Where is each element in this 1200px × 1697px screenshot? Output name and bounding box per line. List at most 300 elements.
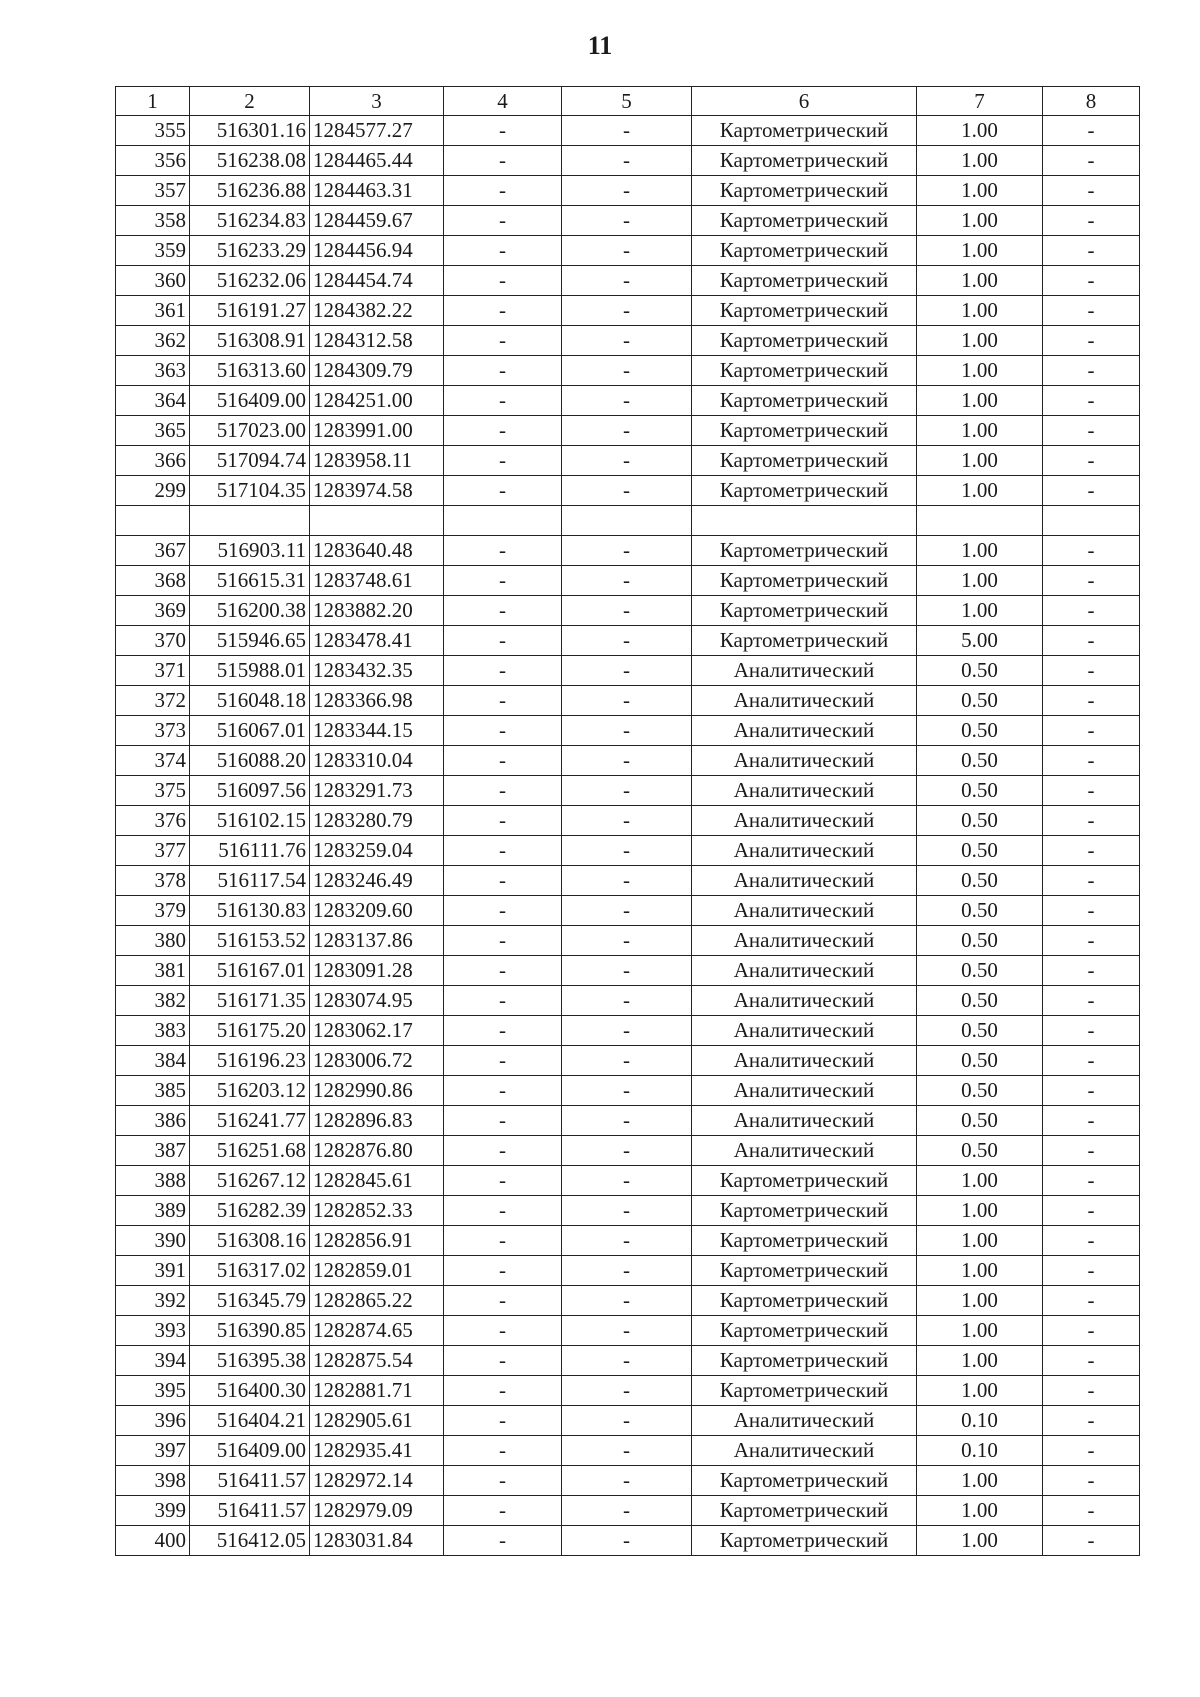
- column-header-3: 3: [310, 87, 444, 116]
- x-coordinate-cell: 516232.06: [190, 266, 310, 296]
- method-cell: Аналитический: [692, 986, 917, 1016]
- x-coordinate-cell: 516615.31: [190, 566, 310, 596]
- col-5-cell: -: [562, 326, 692, 356]
- method-cell: Аналитический: [692, 686, 917, 716]
- accuracy-cell: 1.00: [917, 1166, 1043, 1196]
- accuracy-cell: 1.00: [917, 206, 1043, 236]
- col-5-cell: -: [562, 716, 692, 746]
- table-row: [116, 1376, 1140, 1406]
- accuracy-cell: 1.00: [917, 1466, 1043, 1496]
- table-row: [116, 296, 1140, 326]
- col-8-cell: -: [1043, 1226, 1140, 1256]
- col-8-cell: -: [1043, 1496, 1140, 1526]
- col-4-cell: [444, 506, 562, 536]
- point-number-cell: 361: [116, 296, 190, 326]
- col-8-cell: -: [1043, 356, 1140, 386]
- accuracy-cell: 0.50: [917, 1046, 1043, 1076]
- col-4-cell: -: [444, 1226, 562, 1256]
- y-coordinate-cell: 1282856.91: [310, 1226, 444, 1256]
- x-coordinate-cell: 516196.23: [190, 1046, 310, 1076]
- point-number-cell: 386: [116, 1106, 190, 1136]
- table-row: [116, 566, 1140, 596]
- y-coordinate-cell: 1282852.33: [310, 1196, 444, 1226]
- accuracy-cell: 1.00: [917, 326, 1043, 356]
- col-5-cell: -: [562, 386, 692, 416]
- y-coordinate-cell: 1283478.41: [310, 626, 444, 656]
- col-5-cell: -: [562, 356, 692, 386]
- accuracy-cell: 1.00: [917, 1526, 1043, 1556]
- table-row: [116, 266, 1140, 296]
- y-coordinate-cell: 1284463.31: [310, 176, 444, 206]
- col-5-cell: -: [562, 1526, 692, 1556]
- method-cell: Аналитический: [692, 896, 917, 926]
- col-5-cell: -: [562, 1046, 692, 1076]
- col-4-cell: -: [444, 746, 562, 776]
- point-number-cell: 387: [116, 1136, 190, 1166]
- col-8-cell: -: [1043, 146, 1140, 176]
- method-cell: Аналитический: [692, 656, 917, 686]
- table-row: [116, 206, 1140, 236]
- col-8-cell: -: [1043, 116, 1140, 146]
- x-coordinate-cell: 516409.00: [190, 386, 310, 416]
- col-5-cell: -: [562, 1166, 692, 1196]
- x-coordinate-cell: 516203.12: [190, 1076, 310, 1106]
- col-4-cell: -: [444, 1316, 562, 1346]
- table-row: [116, 1286, 1140, 1316]
- method-cell: Картометрический: [692, 1196, 917, 1226]
- accuracy-cell: 1.00: [917, 296, 1043, 326]
- col-5-cell: -: [562, 986, 692, 1016]
- point-number-cell: 363: [116, 356, 190, 386]
- point-number-cell: 356: [116, 146, 190, 176]
- y-coordinate-cell: 1283074.95: [310, 986, 444, 1016]
- col-8-cell: -: [1043, 236, 1140, 266]
- point-number-cell: 358: [116, 206, 190, 236]
- x-coordinate-cell: 516903.11: [190, 536, 310, 566]
- col-8-cell: -: [1043, 1046, 1140, 1076]
- accuracy-cell: 0.50: [917, 776, 1043, 806]
- table-row: [116, 1256, 1140, 1286]
- col-4-cell: -: [444, 1466, 562, 1496]
- col-5-cell: -: [562, 1256, 692, 1286]
- point-number-cell: 299: [116, 476, 190, 506]
- accuracy-cell: 0.50: [917, 716, 1043, 746]
- col-5-cell: -: [562, 1346, 692, 1376]
- col-8-cell: -: [1043, 1316, 1140, 1346]
- point-number-cell: 385: [116, 1076, 190, 1106]
- accuracy-cell: 0.50: [917, 986, 1043, 1016]
- y-coordinate-cell: 1283280.79: [310, 806, 444, 836]
- column-header-4: 4: [444, 87, 562, 116]
- column-header-1: 1: [116, 87, 190, 116]
- method-cell: Картометрический: [692, 146, 917, 176]
- y-coordinate-cell: 1282876.80: [310, 1136, 444, 1166]
- col-5-cell: -: [562, 1436, 692, 1466]
- col-5-cell: -: [562, 1136, 692, 1166]
- x-coordinate-cell: 516317.02: [190, 1256, 310, 1286]
- table-row: [116, 956, 1140, 986]
- col-5-cell: -: [562, 1226, 692, 1256]
- col-4-cell: -: [444, 176, 562, 206]
- col-5-cell: -: [562, 206, 692, 236]
- x-coordinate-cell: 516308.91: [190, 326, 310, 356]
- x-coordinate-cell: 516067.01: [190, 716, 310, 746]
- y-coordinate-cell: 1284251.00: [310, 386, 444, 416]
- method-cell: Картометрический: [692, 386, 917, 416]
- y-coordinate-cell: 1282881.71: [310, 1376, 444, 1406]
- col-5-cell: -: [562, 806, 692, 836]
- x-coordinate-cell: 516233.29: [190, 236, 310, 266]
- table-row: [116, 986, 1140, 1016]
- col-4-cell: -: [444, 1046, 562, 1076]
- table-body: [116, 116, 1140, 1556]
- point-number-cell: 372: [116, 686, 190, 716]
- col-5-cell: -: [562, 1286, 692, 1316]
- y-coordinate-cell: 1284382.22: [310, 296, 444, 326]
- col-5-cell: -: [562, 1106, 692, 1136]
- col-4-cell: -: [444, 386, 562, 416]
- col-4-cell: -: [444, 266, 562, 296]
- method-cell: Картометрический: [692, 176, 917, 206]
- y-coordinate-cell: 1283310.04: [310, 746, 444, 776]
- col-5-cell: -: [562, 146, 692, 176]
- col-8-cell: [1043, 506, 1140, 536]
- accuracy-cell: 1.00: [917, 566, 1043, 596]
- table-row: [116, 356, 1140, 386]
- point-number-cell: 371: [116, 656, 190, 686]
- y-coordinate-cell: 1282845.61: [310, 1166, 444, 1196]
- accuracy-cell: 1.00: [917, 1376, 1043, 1406]
- point-number-cell: 395: [116, 1376, 190, 1406]
- x-coordinate-cell: 516411.57: [190, 1466, 310, 1496]
- col-4-cell: -: [444, 1256, 562, 1286]
- point-number-cell: 379: [116, 896, 190, 926]
- point-number-cell: 355: [116, 116, 190, 146]
- col-4-cell: -: [444, 1016, 562, 1046]
- point-number-cell: 399: [116, 1496, 190, 1526]
- col-4-cell: -: [444, 1136, 562, 1166]
- method-cell: Картометрический: [692, 1166, 917, 1196]
- table-row: [116, 146, 1140, 176]
- point-number-cell: 366: [116, 446, 190, 476]
- col-8-cell: -: [1043, 176, 1140, 206]
- col-4-cell: -: [444, 596, 562, 626]
- col-4-cell: -: [444, 1496, 562, 1526]
- col-8-cell: -: [1043, 446, 1140, 476]
- col-4-cell: -: [444, 1076, 562, 1106]
- col-8-cell: -: [1043, 1406, 1140, 1436]
- accuracy-cell: 0.50: [917, 896, 1043, 926]
- method-cell: Картометрический: [692, 1526, 917, 1556]
- y-coordinate-cell: 1282990.86: [310, 1076, 444, 1106]
- table-row: [116, 836, 1140, 866]
- col-8-cell: -: [1043, 926, 1140, 956]
- y-coordinate-cell: 1282874.65: [310, 1316, 444, 1346]
- y-coordinate-cell: 1283366.98: [310, 686, 444, 716]
- y-coordinate-cell: 1283958.11: [310, 446, 444, 476]
- col-8-cell: -: [1043, 626, 1140, 656]
- col-4-cell: -: [444, 1406, 562, 1436]
- accuracy-cell: 1.00: [917, 596, 1043, 626]
- table-row: [116, 1166, 1140, 1196]
- col-4-cell: -: [444, 716, 562, 746]
- col-4-cell: -: [444, 476, 562, 506]
- col-5-cell: -: [562, 866, 692, 896]
- point-number-cell: 382: [116, 986, 190, 1016]
- table-row: [116, 1526, 1140, 1556]
- y-coordinate-cell: 1282859.01: [310, 1256, 444, 1286]
- col-8-cell: -: [1043, 1196, 1140, 1226]
- x-coordinate-cell: 517094.74: [190, 446, 310, 476]
- method-cell: Картометрический: [692, 1286, 917, 1316]
- col-8-cell: -: [1043, 1076, 1140, 1106]
- table-row: [116, 1316, 1140, 1346]
- method-cell: Картометрический: [692, 416, 917, 446]
- y-coordinate-cell: 1282875.54: [310, 1346, 444, 1376]
- column-header-2: 2: [190, 87, 310, 116]
- point-number-cell: 357: [116, 176, 190, 206]
- method-cell: Аналитический: [692, 926, 917, 956]
- y-coordinate-cell: 1283991.00: [310, 416, 444, 446]
- table-row: [116, 506, 1140, 536]
- accuracy-cell: 1.00: [917, 176, 1043, 206]
- col-5-cell: -: [562, 896, 692, 926]
- y-coordinate-cell: 1283344.15: [310, 716, 444, 746]
- y-coordinate-cell: 1282935.41: [310, 1436, 444, 1466]
- point-number-cell: 388: [116, 1166, 190, 1196]
- col-4-cell: -: [444, 236, 562, 266]
- col-5-cell: -: [562, 476, 692, 506]
- col-5-cell: -: [562, 656, 692, 686]
- y-coordinate-cell: [310, 506, 444, 536]
- col-8-cell: -: [1043, 1166, 1140, 1196]
- col-4-cell: -: [444, 896, 562, 926]
- accuracy-cell: 1.00: [917, 356, 1043, 386]
- col-8-cell: -: [1043, 1346, 1140, 1376]
- col-4-cell: -: [444, 1376, 562, 1406]
- accuracy-cell: 1.00: [917, 1226, 1043, 1256]
- method-cell: Картометрический: [692, 1496, 917, 1526]
- y-coordinate-cell: 1284456.94: [310, 236, 444, 266]
- x-coordinate-cell: 516409.00: [190, 1436, 310, 1466]
- col-4-cell: -: [444, 296, 562, 326]
- col-8-cell: -: [1043, 1466, 1140, 1496]
- x-coordinate-cell: 516130.83: [190, 896, 310, 926]
- point-number-cell: 373: [116, 716, 190, 746]
- method-cell: [692, 506, 917, 536]
- point-number-cell: 392: [116, 1286, 190, 1316]
- x-coordinate-cell: 516241.77: [190, 1106, 310, 1136]
- point-number-cell: 383: [116, 1016, 190, 1046]
- col-4-cell: -: [444, 656, 562, 686]
- col-5-cell: -: [562, 176, 692, 206]
- point-number-cell: 360: [116, 266, 190, 296]
- column-header-6: 6: [692, 87, 917, 116]
- col-4-cell: -: [444, 116, 562, 146]
- method-cell: Картометрический: [692, 296, 917, 326]
- accuracy-cell: 0.50: [917, 806, 1043, 836]
- point-number-cell: 397: [116, 1436, 190, 1466]
- method-cell: Картометрический: [692, 566, 917, 596]
- col-8-cell: -: [1043, 986, 1140, 1016]
- x-coordinate-cell: 516411.57: [190, 1496, 310, 1526]
- y-coordinate-cell: 1283882.20: [310, 596, 444, 626]
- method-cell: Картометрический: [692, 536, 917, 566]
- method-cell: Аналитический: [692, 956, 917, 986]
- point-number-cell: 365: [116, 416, 190, 446]
- col-8-cell: -: [1043, 746, 1140, 776]
- y-coordinate-cell: 1283209.60: [310, 896, 444, 926]
- col-5-cell: -: [562, 776, 692, 806]
- accuracy-cell: 1.00: [917, 1256, 1043, 1286]
- col-4-cell: -: [444, 956, 562, 986]
- x-coordinate-cell: 516171.35: [190, 986, 310, 1016]
- column-header-7: 7: [917, 87, 1043, 116]
- accuracy-cell: 5.00: [917, 626, 1043, 656]
- x-coordinate-cell: 516236.88: [190, 176, 310, 206]
- header-row: [116, 87, 1140, 116]
- y-coordinate-cell: 1284459.67: [310, 206, 444, 236]
- table-row: [116, 626, 1140, 656]
- table-row: [116, 926, 1140, 956]
- point-number-cell: 400: [116, 1526, 190, 1556]
- table-row: [116, 1196, 1140, 1226]
- y-coordinate-cell: 1282972.14: [310, 1466, 444, 1496]
- x-coordinate-cell: [190, 506, 310, 536]
- x-coordinate-cell: 516412.05: [190, 1526, 310, 1556]
- method-cell: Аналитический: [692, 1076, 917, 1106]
- y-coordinate-cell: 1283006.72: [310, 1046, 444, 1076]
- col-8-cell: -: [1043, 326, 1140, 356]
- x-coordinate-cell: 516395.38: [190, 1346, 310, 1376]
- method-cell: Картометрический: [692, 626, 917, 656]
- method-cell: Аналитический: [692, 836, 917, 866]
- y-coordinate-cell: 1283974.58: [310, 476, 444, 506]
- method-cell: Картометрический: [692, 1376, 917, 1406]
- col-8-cell: -: [1043, 836, 1140, 866]
- x-coordinate-cell: 516267.12: [190, 1166, 310, 1196]
- col-8-cell: -: [1043, 1106, 1140, 1136]
- y-coordinate-cell: 1284577.27: [310, 116, 444, 146]
- col-8-cell: -: [1043, 266, 1140, 296]
- point-number-cell: 369: [116, 596, 190, 626]
- point-number-cell: 368: [116, 566, 190, 596]
- y-coordinate-cell: 1283259.04: [310, 836, 444, 866]
- col-5-cell: -: [562, 416, 692, 446]
- method-cell: Картометрический: [692, 266, 917, 296]
- y-coordinate-cell: 1283031.84: [310, 1526, 444, 1556]
- col-8-cell: -: [1043, 776, 1140, 806]
- x-coordinate-cell: 517023.00: [190, 416, 310, 446]
- point-number-cell: 376: [116, 806, 190, 836]
- col-4-cell: -: [444, 416, 562, 446]
- point-number-cell: 389: [116, 1196, 190, 1226]
- method-cell: Картометрический: [692, 1226, 917, 1256]
- method-cell: Картометрический: [692, 236, 917, 266]
- y-coordinate-cell: 1283246.49: [310, 866, 444, 896]
- x-coordinate-cell: 516102.15: [190, 806, 310, 836]
- table-row: [116, 656, 1140, 686]
- col-8-cell: -: [1043, 206, 1140, 236]
- point-number-cell: 374: [116, 746, 190, 776]
- point-number-cell: 377: [116, 836, 190, 866]
- col-5-cell: -: [562, 686, 692, 716]
- table-row: [116, 1106, 1140, 1136]
- col-4-cell: -: [444, 1436, 562, 1466]
- col-4-cell: -: [444, 626, 562, 656]
- table-row: [116, 746, 1140, 776]
- x-coordinate-cell: 516167.01: [190, 956, 310, 986]
- method-cell: Картометрический: [692, 1316, 917, 1346]
- point-number-cell: 378: [116, 866, 190, 896]
- accuracy-cell: 0.50: [917, 866, 1043, 896]
- table-row: [116, 236, 1140, 266]
- col-8-cell: -: [1043, 1136, 1140, 1166]
- col-8-cell: -: [1043, 1256, 1140, 1286]
- method-cell: Картометрический: [692, 1346, 917, 1376]
- x-coordinate-cell: 516308.16: [190, 1226, 310, 1256]
- column-header-8: 8: [1043, 87, 1140, 116]
- accuracy-cell: 1.00: [917, 266, 1043, 296]
- point-number-cell: 367: [116, 536, 190, 566]
- y-coordinate-cell: 1283091.28: [310, 956, 444, 986]
- method-cell: Картометрический: [692, 356, 917, 386]
- point-number-cell: 390: [116, 1226, 190, 1256]
- table-row: [116, 1046, 1140, 1076]
- col-8-cell: -: [1043, 686, 1140, 716]
- col-5-cell: -: [562, 446, 692, 476]
- col-8-cell: -: [1043, 536, 1140, 566]
- col-5-cell: -: [562, 236, 692, 266]
- table-row: [116, 476, 1140, 506]
- col-5-cell: -: [562, 1016, 692, 1046]
- x-coordinate-cell: 516400.30: [190, 1376, 310, 1406]
- method-cell: Картометрический: [692, 206, 917, 236]
- point-number-cell: 359: [116, 236, 190, 266]
- table-row: [116, 1496, 1140, 1526]
- accuracy-cell: 1.00: [917, 1196, 1043, 1226]
- col-5-cell: -: [562, 296, 692, 326]
- table-row: [116, 1016, 1140, 1046]
- table-row: [116, 596, 1140, 626]
- col-5-cell: -: [562, 956, 692, 986]
- accuracy-cell: 1.00: [917, 446, 1043, 476]
- table-row: [116, 446, 1140, 476]
- col-4-cell: -: [444, 986, 562, 1016]
- x-coordinate-cell: 516111.76: [190, 836, 310, 866]
- col-5-cell: -: [562, 1316, 692, 1346]
- point-number-cell: 370: [116, 626, 190, 656]
- col-5-cell: -: [562, 1196, 692, 1226]
- accuracy-cell: 0.10: [917, 1406, 1043, 1436]
- x-coordinate-cell: 515946.65: [190, 626, 310, 656]
- col-8-cell: -: [1043, 716, 1140, 746]
- col-4-cell: -: [444, 806, 562, 836]
- accuracy-cell: 0.50: [917, 1106, 1043, 1136]
- col-4-cell: -: [444, 206, 562, 236]
- column-header-5: 5: [562, 87, 692, 116]
- x-coordinate-cell: 516234.83: [190, 206, 310, 236]
- method-cell: Картометрический: [692, 1256, 917, 1286]
- accuracy-cell: 0.50: [917, 746, 1043, 776]
- accuracy-cell: 0.50: [917, 1016, 1043, 1046]
- col-4-cell: -: [444, 446, 562, 476]
- x-coordinate-cell: 516048.18: [190, 686, 310, 716]
- col-4-cell: -: [444, 926, 562, 956]
- point-number-cell: [116, 506, 190, 536]
- table-row: [116, 416, 1140, 446]
- accuracy-cell: 0.10: [917, 1436, 1043, 1466]
